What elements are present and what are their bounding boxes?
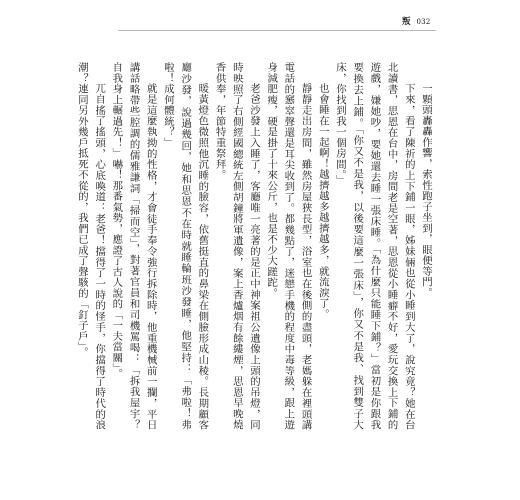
paragraph: 下來，看了陳祈的上下鋪一眼，姊妹倆也從小睡到大了，說究竟？她在台北讀書，思恩在台中，房間老是空著，思恩從小睡癖不好，愛玩交換上下鋪的遊戲，嫌她吵，要她還去睡一張床睡。「為什麼只能睡下鋪？」當初是你跟我要換去上鋪。「你又不是我，以後要這麼一張床」，你又不是我、找到雙子大床，你找到我一個房間。」 [333,62,415,430]
body-text [73,62,434,430]
header-rule [118,30,436,31]
paragraph: 一顆頭轟轟作響，索性跑子坐到，眼便等門。 [420,82,432,298]
running-header [402,18,430,27]
paragraph: 也會睡在一起啊！越擠越多越擠越多，就流淚了。 [316,82,329,320]
page-number: 032 [416,18,431,26]
paragraph: 就是這麼執拗的性格，才會徒手奉令強行拆除時，他重機械前一攔，平日講話略帶些腔調的儒雅謙詞「掃而空」，對著官員和司機罵喝：「拆我屋宇？自我身上輾過先！」嚇！那番氣勢，應證了古人說的「一夫當關」。 [110,62,157,430]
paragraph: 老爸沙發上入睡了，客廳唯一亮著的是正中神案祖公遺像上頭的吊燈，同時映照了右側經國總統左側胡鐘將軍遺像，案上香爐烟有餘縷煙，思恩早晚燒香供奉，年節特重祭拜。 [213,62,260,430]
paragraph: 兀自搖了搖頭，心底喚道：老爸！擋得了一時的怪手，你擋得了時代的浪潮？連同另外幾戶抵死不從的，我們已成了聲駭的「釘子戶」。 [75,62,106,430]
running-title: 叛 [402,17,411,27]
paragraph: 暖黃燈色微照他沉睡的臉容，依舊挺直的鼻梁在側臉形成山稜。長期顧客廳沙發，說過幾回，她和思恩不在時就睡輪班沙發睡，他堅持：「弗啦！弗啦！成何體統？」 [161,62,209,430]
paragraph: 靜靜走出房間，雖然房屋狹長型，浴室也在後側的盡頭，老媽躲在裡頭講電話的窸窣聲還是耳尖收到了。都幾點了，迷戀手機的程度中毒等級，跟上遊身減肥瘦，硬是掛了十來公斤，也是不少大蹉跎。 [265,62,312,430]
